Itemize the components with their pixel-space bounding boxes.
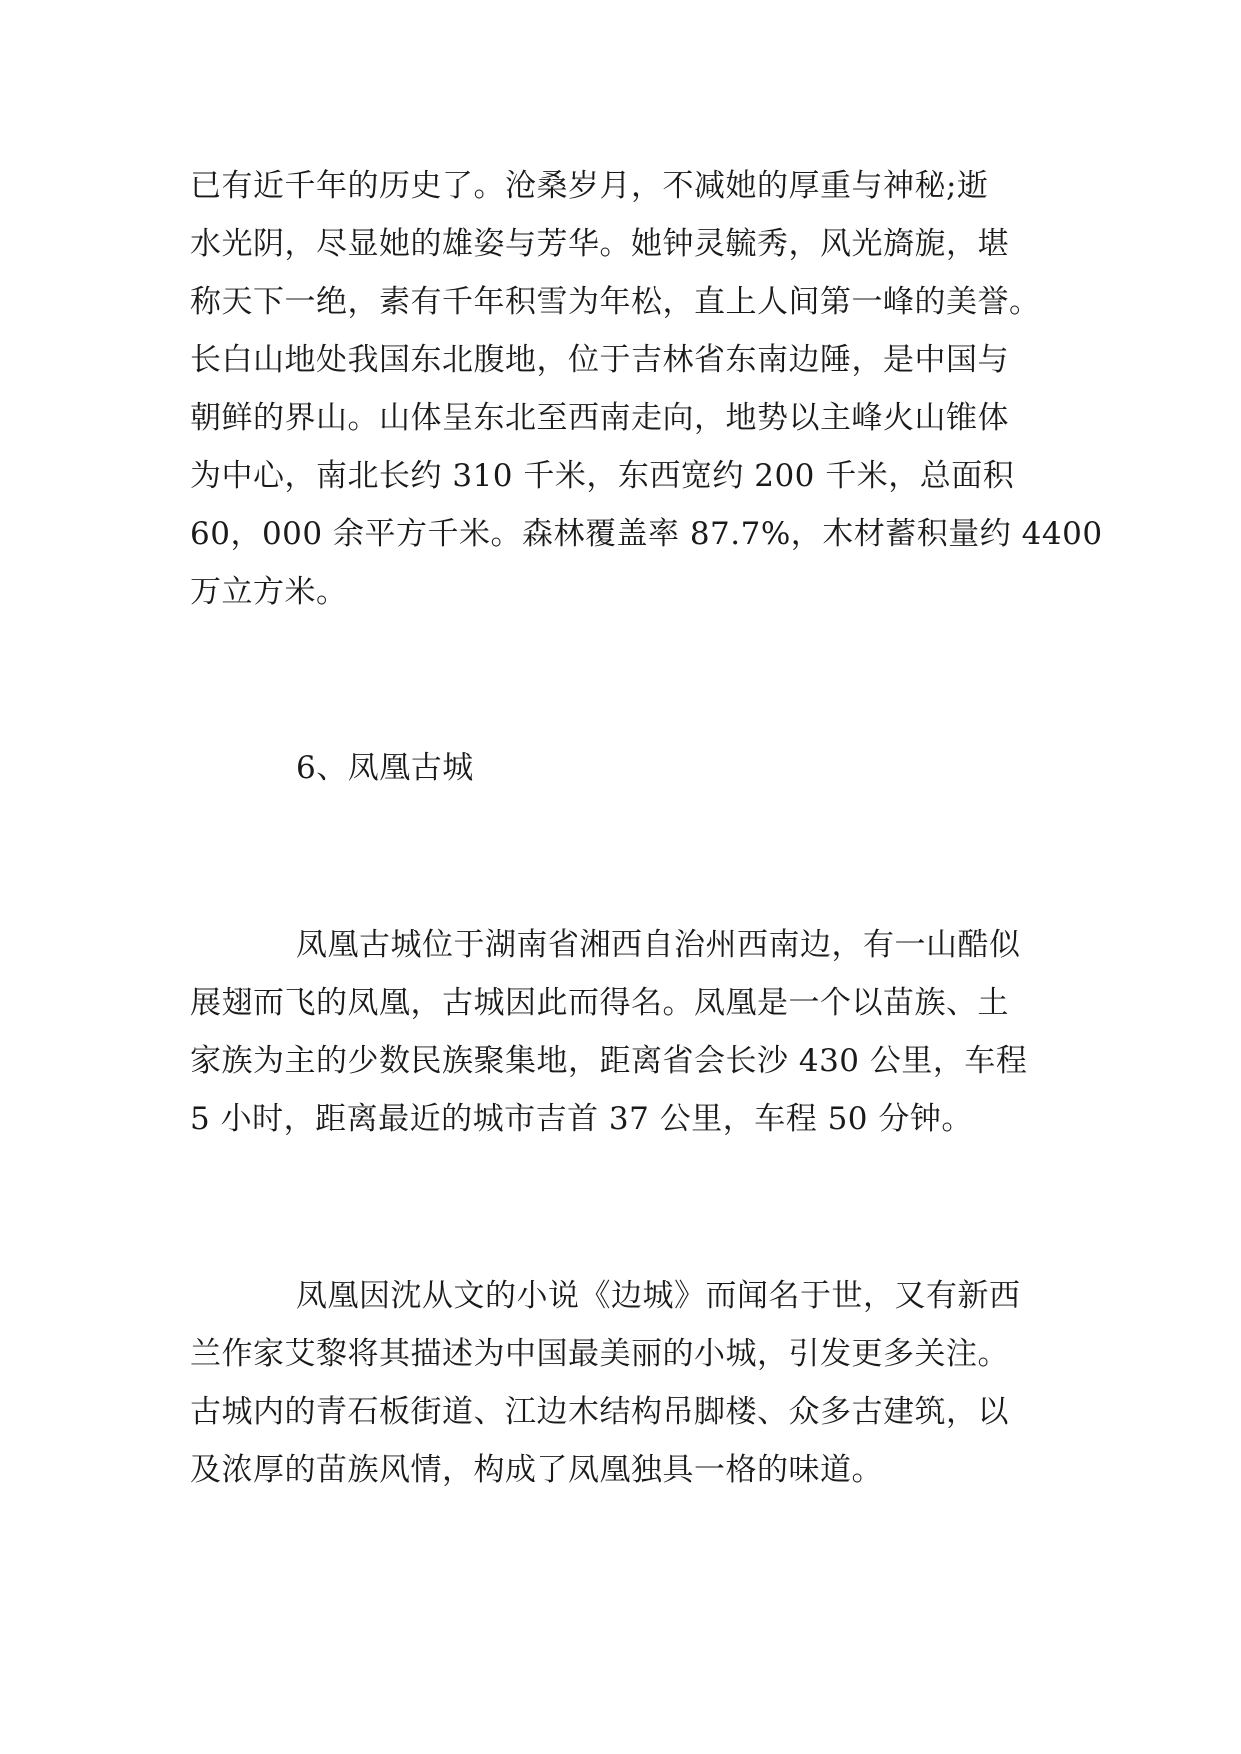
text-line: 万立方米。: [190, 574, 348, 610]
text-line: 家族为主的少数民族聚集地，距离省会长沙 430 公里，车程: [190, 1043, 1028, 1079]
text-line: 展翅而飞的凤凰，古城因此而得名。凤凰是一个以苗族、土: [190, 985, 1009, 1021]
text-line: 凤凰古城位于湖南省湘西自治州西南边，有一山酷似: [296, 927, 1021, 963]
section-heading: 6、凤凰古城: [296, 750, 474, 786]
text-line: 为中心，南北长约 310 千米，东西宽约 200 千米，总面积: [190, 458, 1015, 494]
text-line: 古城内的青石板街道、江边木结构吊脚楼、众多古建筑，以: [190, 1394, 1009, 1430]
text-line: 朝鲜的界山。山体呈东北至西南走向，地势以主峰火山锥体: [190, 400, 1009, 436]
text-line: 5 小时，距离最近的城市吉首 37 公里，车程 50 分钟。: [190, 1101, 973, 1137]
text-line: 长白山地处我国东北腹地，位于吉林省东南边陲，是中国与: [190, 342, 1009, 378]
text-line: 及浓厚的苗族风情，构成了凤凰独具一格的味道。: [190, 1452, 883, 1488]
text-line: 兰作家艾黎将其描述为中国最美丽的小城，引发更多关注。: [190, 1336, 1009, 1372]
text-line: 已有近千年的历史了。沧桑岁月，不减她的厚重与神秘;逝: [190, 168, 989, 204]
text-line: 凤凰因沈从文的小说《边城》而闻名于世，又有新西: [296, 1278, 1021, 1314]
text-line: 水光阴，尽显她的雄姿与芳华。她钟灵毓秀，风光旖旎，堪: [190, 226, 1009, 262]
text-line: 60，000 余平方千米。森林覆盖率 87.7%，木材蓄积量约 4400: [190, 516, 1103, 552]
text-line: 称天下一绝，素有千年积雪为年松，直上人间第一峰的美誉。: [190, 284, 1041, 320]
